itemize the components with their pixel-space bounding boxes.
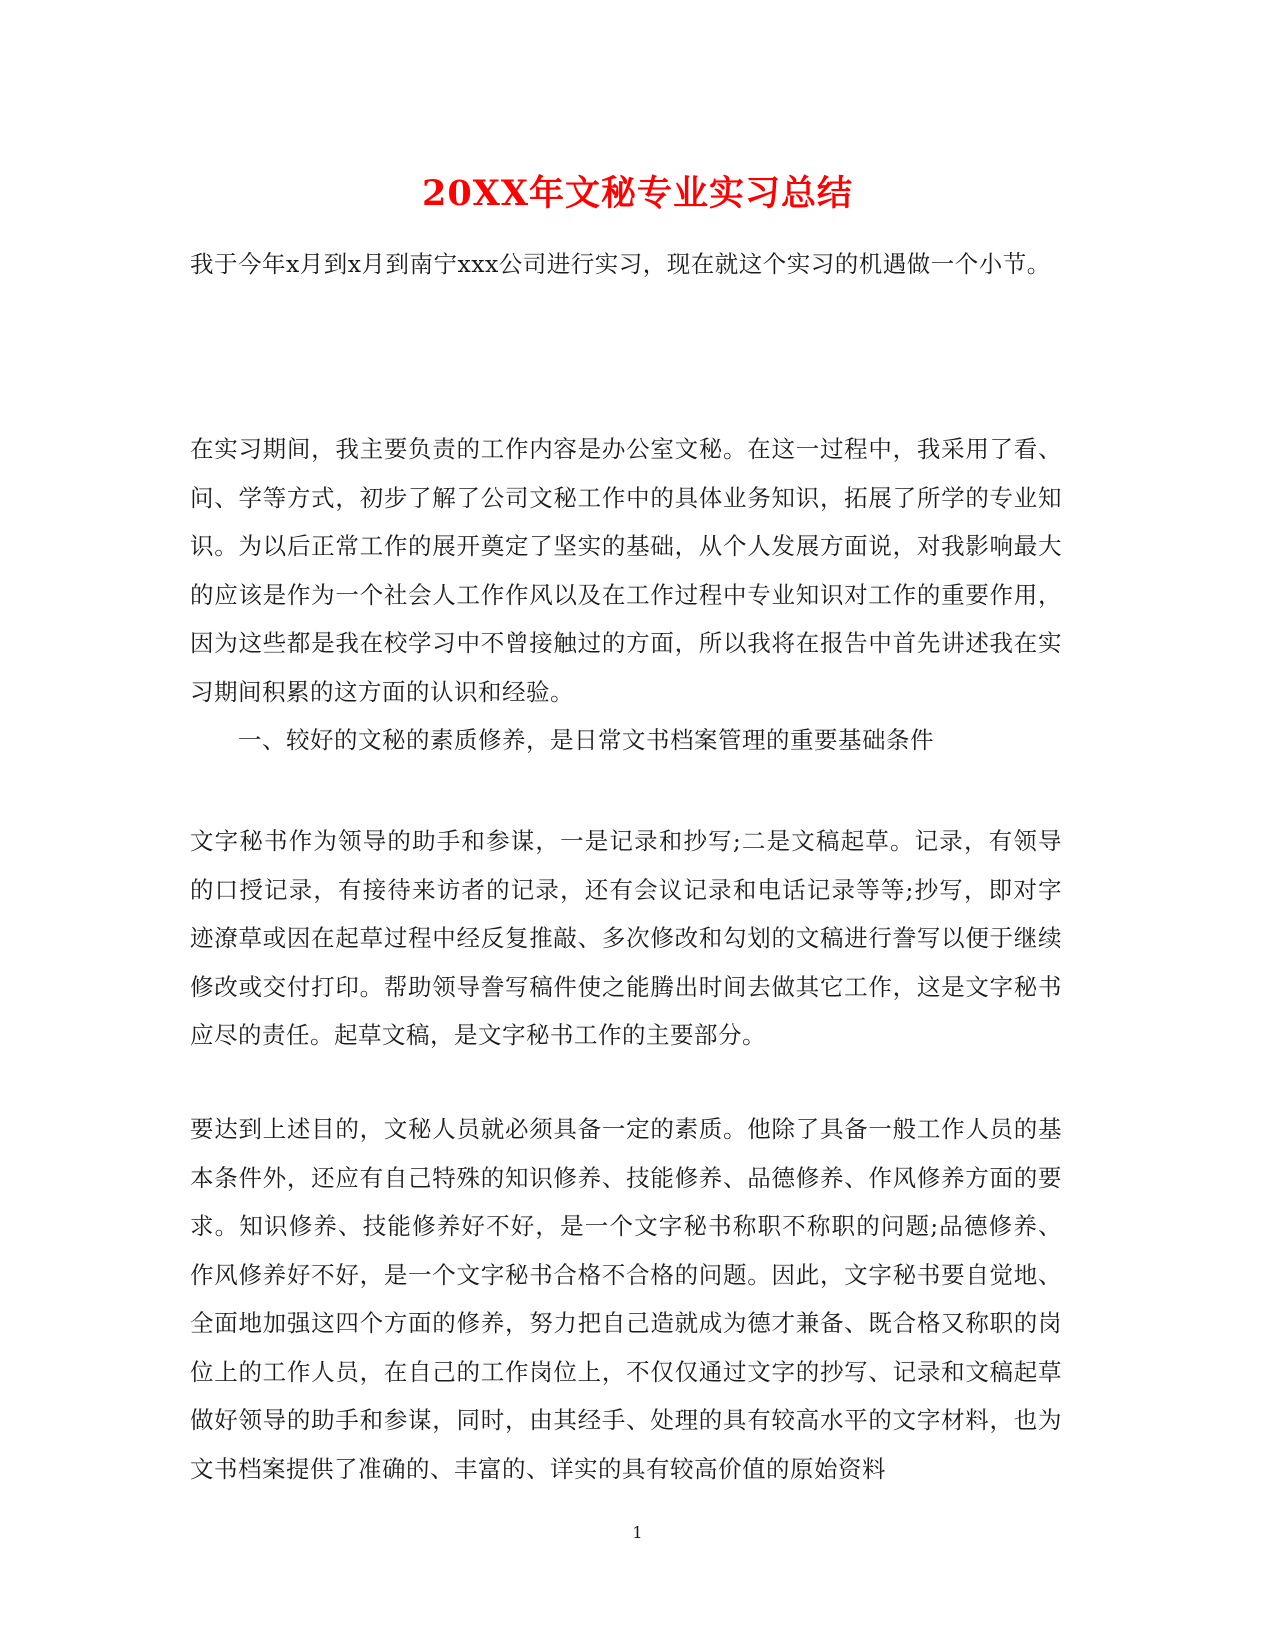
paragraph-qualities: 要达到上述目的，文秘人员就必须具备一定的素质。他除了具备一般工作人员的基本条件外，还应有自己特殊的知识修养、技能修养、品德修养、作风修养方面的要求。知识修养、技能修养好不好，是一个文字秘书称职不称职的问题;品德修养、作风修养好不好，是一个文字秘书合格不合格的问题。因此，文字秘书要自觉地、全面地加强这四个方面的修养，努力把自己造就成为德才兼备、既合格又称职的岗位上的工作人员，在自己的工作岗位上，不仅仅通过文字的抄写、记录和文稿起草做好领导的助手和参谋，同时，由其经手、处理的具有较高水平的文字材料，也为文书档案提供了准确的、丰富的、详实的具有较高价值的原始资料 bbox=[190, 1115, 1062, 1483]
paragraph-intro: 我于今年x月到x月到南宁xxx公司进行实习，现在就这个实习的机遇做一个小节。 bbox=[190, 250, 1051, 278]
paragraph-secretary-role: 文字秘书作为领导的助手和参谋，一是记录和抄写;二是文稿起草。记录，有领导的口授记录，有接待来访者的记录，还有会议记录和电话记录等等;抄写，即对字迹潦草或因在起草过程中经反复推敲、多次修改和勾划的文稿进行誊写以便于继续修改或交付打印。帮助领导誊写稿件使之能腾出时间去做其它工作，这是文字秘书应尽的责任。起草文稿，是文字秘书工作的主要部分。 bbox=[190, 827, 1062, 1049]
page-number: 1 bbox=[632, 1523, 643, 1542]
paragraph-internship-duties: 在实习期间，我主要负责的工作内容是办公室文秘。在这一过程中，我采用了看、问、学等方式，初步了解了公司文秘工作中的具体业务知识，拓展了所学的专业知识。为以后正常工作的展开奠定了坚实的基础，从个人发展方面说，对我影响最大的应该是作为一个社会人工作作风以及在工作过程中专业知识对工作的重要作用，因为这些都是我在校学习中不曾接触过的方面，所以我将在报告中首先讲述我在实习期间积累的这方面的认识和经验。 bbox=[190, 435, 1062, 706]
section-heading: 一、较好的文秘的素质修养，是日常文书档案管理的重要基础条件 bbox=[238, 726, 934, 754]
document-title: 20XX年文秘专业实习总结 bbox=[421, 173, 854, 214]
